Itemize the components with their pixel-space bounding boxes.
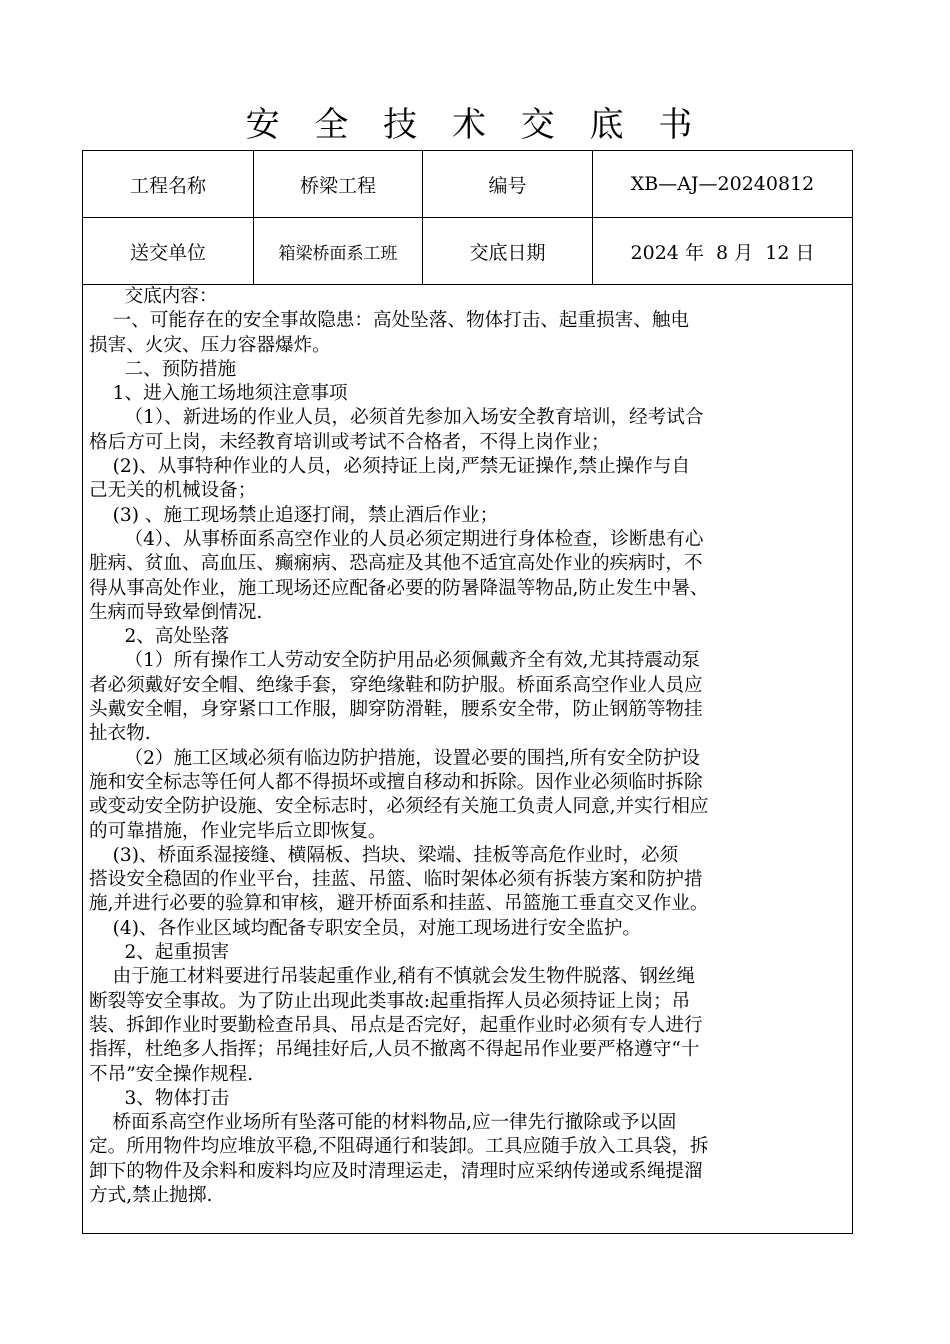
content-line: (2)、从事特种作业的人员，必须持证上岗,严禁无证操作,禁止操作与自 [89,456,691,478]
content-line: (3) 、施工现场禁止追逐打闹，禁止酒后作业； [89,504,499,526]
content-line: 生病而导致晕倒情况. [89,601,263,623]
content-line: 装、拆卸作业时要勤检查吊具、吊点是否完好，起重作业时必须有专人进行 [89,1014,703,1036]
content-line: 2、起重损害 [89,942,230,964]
content-cell [83,285,853,1234]
content-line: 施,并进行必要的验算和审核，避开桥面系和挂蓝、吊篮施工垂直交叉作业。 [89,893,709,915]
content-line: 断裂等安全事故。为了防止出现此类事故:起重指挥人员必须持证上岗；吊 [89,990,691,1012]
briefing-content [89,285,846,1208]
content-line: 1、进入施工场地须注意事项 [89,383,348,405]
content-line: 损害、火灾、压力容器爆炸。 [89,334,331,356]
content-line: 的可靠措施，作业完毕后立即恢复。 [89,820,387,842]
unit-label: 送交单位 [83,218,254,285]
content-line: 头戴安全帽，身穿紧口工作服，脚穿防滑鞋，腰系安全带，防止钢筋等物挂 [89,699,703,721]
number-label: 编号 [423,151,593,218]
content-line: 施和安全标志等任何人都不得损坏或擅自移动和拆除。因作业必须临时拆除 [89,771,703,793]
content-line: 者必须戴好安全帽、绝缘手套，穿绝缘鞋和防护服。桥面系高空作业人员应 [89,674,703,696]
date-label: 交底日期 [423,218,593,285]
content-line: （2）施工区域必须有临边防护措施，设置必要的围挡,所有安全防护设 [89,747,701,769]
content-line: 搭设安全稳固的作业平台，挂蓝、吊篮、临时架体必须有拆装方案和防护措 [89,869,703,891]
content-line: 定。所用物件均应堆放平稳,不阻碍通行和装卸。工具应随手放入工具袋，拆 [89,1136,709,1158]
content-line: 扯衣物. [89,723,151,745]
content-line: 卸下的物件及余料和废料均应及时清理运走，清理时应采纳传递或系绳提溜 [89,1160,703,1182]
unit-value: 箱梁桥面系工班 [254,218,423,285]
project-row [83,151,853,218]
project-name-label: 工程名称 [83,151,254,218]
content-line: 得从事高处作业，施工现场还应配备必要的防暑降温等物品,防止发生中暑、 [89,577,709,599]
unit-row [83,218,853,285]
project-name-value: 桥梁工程 [254,151,423,218]
content-line: (4)、各作业区域均配备专职安全员，对施工现场进行安全监护。 [89,917,642,939]
content-line: 由于施工材料要进行吊装起重作业,稍有不慎就会发生物件脱落、钢丝绳 [89,966,695,988]
content-line: 脏病、贫血、高血压、癫痫病、恐高症及其他不适宜高处作业的疾病时，不 [89,553,703,575]
content-line: (3)、桥面系湿接缝、横隔板、挡块、梁端、挂板等高危作业时，必须 [89,844,679,866]
content-line: 一、可能存在的安全事故隐患：高处坠落、物体打击、起重损害、触电 [89,310,690,332]
content-line: 不吊”安全操作规程. [89,1063,254,1085]
content-line: 桥面系高空作业场所有坠落可能的材料物品,应一律先行撤除或予以固 [89,1112,677,1134]
content-line: （4）、从事桥面系高空作业的人员必须定期进行身体检查，诊断患有心 [89,528,704,550]
content-line: 己无关的机械设备； [89,480,257,502]
content-line: 格后方可上岗，未经教育培训或考试不合格者，不得上岗作业； [89,431,610,453]
number-value: XB—AJ—20240812 [593,151,853,218]
content-line: （1）、新进场的作业人员，必须首先参加入场安全教育培训，经考试合 [89,407,704,429]
content-line: 或变动安全防护设施、安全标志时，必须经有关施工负责人同意,并实行相应 [89,796,709,818]
content-row [83,285,853,1234]
content-line: 指挥，杜绝多人指挥；吊绳挂好后,人员不撤离不得起吊作业要严格遵守“十 [89,1039,700,1061]
content-line: 交底内容： [89,286,218,307]
content-line: 方式,禁止抛掷. [89,1184,213,1206]
briefing-table [82,150,853,1234]
content-line: 3、物体打击 [89,1087,230,1109]
content-line: 2、高处坠落 [89,626,230,648]
content-line: 二、预防措施 [89,358,237,380]
date-value: 2024 年 8 月 12 日 [593,218,853,285]
content-line: （1）所有操作工人劳动安全防护用品必须佩戴齐全有效,尤其持震动泵 [89,650,701,672]
document-title: 安 全 技 术 交 底 书 [245,105,705,145]
